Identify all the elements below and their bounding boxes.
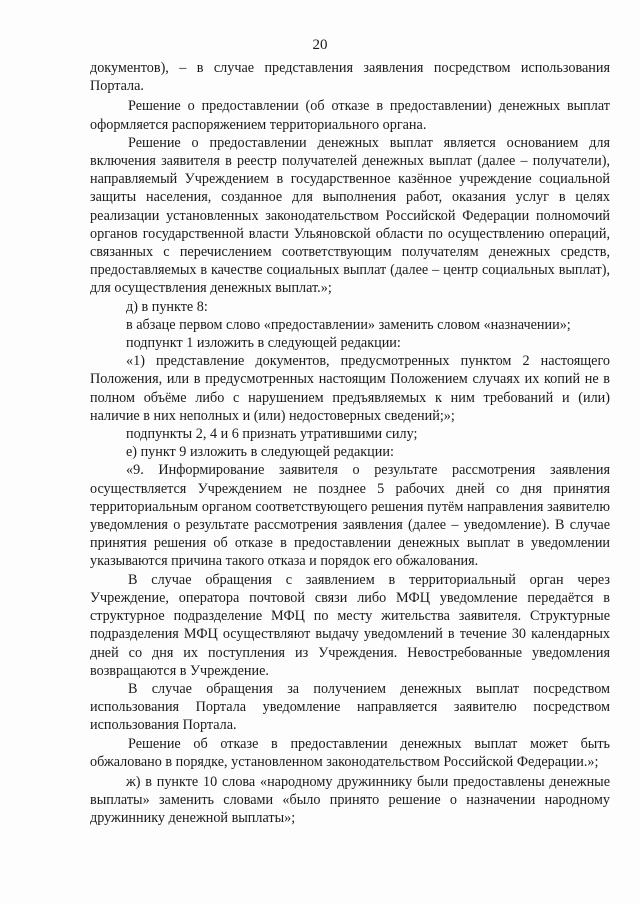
document-body [90,59,610,828]
paragraph-item-zh: ж) в пункте 10 слова «народному дружиннику были предоставлены денежные выплаты» заменить словами «было принято решение о назначении народному дружиннику денежной выплаты»; [90,773,610,827]
paragraph-item-9-text: «9. Информирование заявителя о результате рассмотрения заявления осуществляется Учреждением не позднее 5 рабочих дней со дня принятия территориальным органом соответствующего решения путём направления заявителю уведомления о результате рассмотрения заявления (далее – уведомление). В случае принятия решения об отказе в предоставлении денежных выплат в уведомлении указываются причина такого отказа и порядок его обжалования. [90,462,610,570]
paragraph-item-e: е) пункт 9 изложить в следующей редакции: [126,444,394,461]
paragraph-subitems-void: подпункты 2, 4 и 6 признать утратившими силу; [126,426,418,443]
paragraph-subitem-1: подпункт 1 изложить в следующей редакции: [126,335,401,352]
paragraph-decision-basis: Решение о предоставлении денежных выплат является основанием для включения заявителя в реестр получателей денежных выплат (далее – получатели), направляемый Учреждением в государственное казённое учреждение социальной защиты населения, созданное для выполнения работ, оказания услуг в целях реализации установленных законодательством Российской Федерации полномочий органов государственной власти Ульяновской области по осуществлению операций, связанных с перечислением соответствующим получателям денежных средств, предоставляемых в качестве социальных выплат (далее – центр социальных выплат), для осуществления денежных выплат.»; [90,134,610,297]
page-number: 20 [312,37,328,53]
paragraph-appeal: Решение об отказе в предоставлении денежных выплат может быть обжаловано в порядке, установленном законодательством Российской Федерации.»; [90,735,610,770]
paragraph-mfc: В случае обращения с заявлением в территориальный орган через Учреждение, оператора почтовой связи либо МФЦ уведомление передаётся в структурное подразделение МФЦ по месту жительства заявителя. Структурные подразделения МФЦ осуществляют выдачу уведомлений в течение 30 календарных дней со дня их поступления из Учреждения. Невостребованные уведомления возвращаются в Учреждение. [90,571,610,679]
paragraph-item-d: д) в пункте 8: [126,298,208,315]
paragraph-first-abzac: в абзаце первом слово «предоставлении» заменить словом «назначении»; [126,316,571,333]
paragraph-portal: В случае обращения за получением денежных выплат посредством использования Портала уведомление направляется заявителю посредством использования Портала. [90,680,610,734]
paragraph-decision-form: Решение о предоставлении (об отказе в предоставлении) денежных выплат оформляется распоряжением территориального органа. [90,98,610,133]
paragraph-continuation: документов), – в случае представления заявления посредством использования Портала. [90,60,610,95]
paragraph-subitem-1-text: «1) представление документов, предусмотренных пунктом 2 настоящего Положения, или в предусмотренных настоящим Положением случаях их копий не в полном объёме либо с нарушением предъявляемых к ним требований и (или) наличие в них неполных и (или) недостоверных сведений;»; [90,353,610,424]
